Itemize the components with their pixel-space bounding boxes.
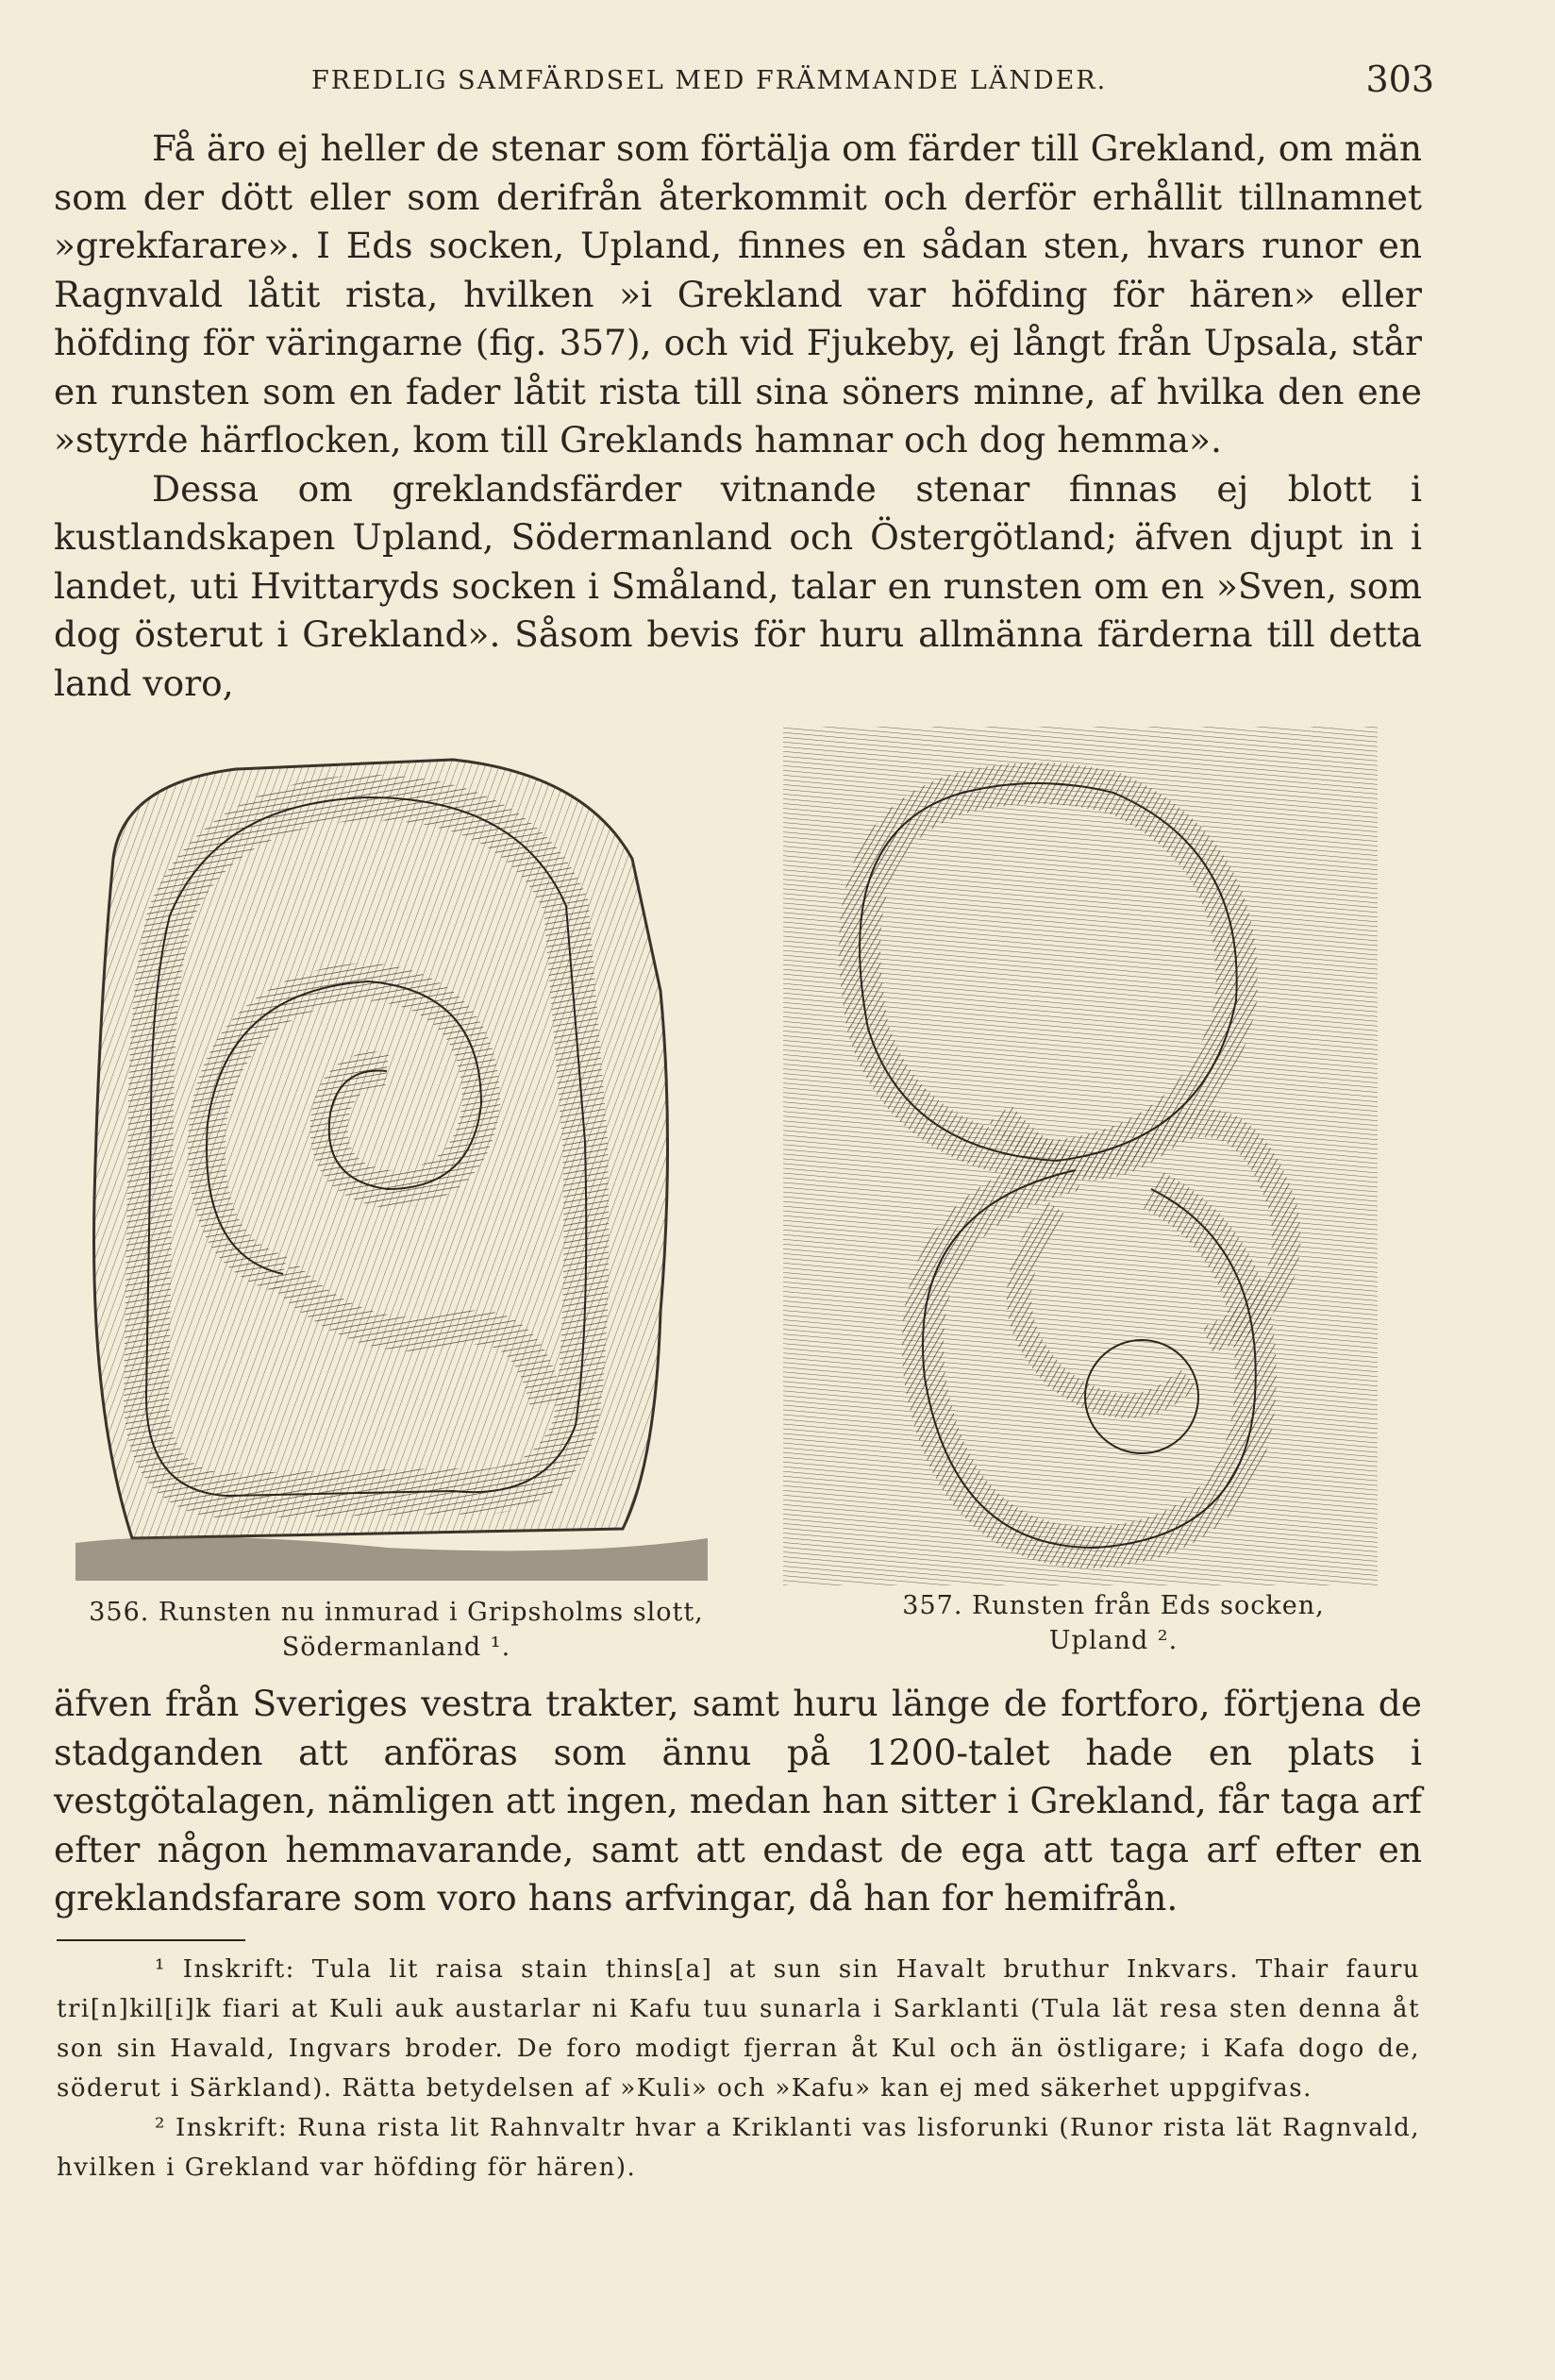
- footnote-1: ¹ Inskrift: Tula lit raisa stain thins[a] at sun sin Havalt bruthur Inkvars. Thair fauru tri[n]kil[i]k fiari at Kuli auk austarlar ni Kafu tuu sunarla i Sarklanti (Tula lät resa sten denna åt son sin Havald, Ingvars broder. De foro modigt fjerran åt Kul och än östligare; i Kafa dogo de, söderut i Särkland). Rätta betydelsen af »Kuli» och »Kafu» kan ej med säkerhet uppgifvas.: [57, 1955, 1420, 2103]
- figure-356-caption: [66, 1595, 727, 1665]
- paragraph: Dessa om greklandsfärder vitnande stenar finnas ej blott i kustlandskapen Upland, Södermanland och Östergötland; äfven djupt in i landet, uti Hvittaryds socken i Småland, talar en runsten om en »Sven, som dog österut i Grekland». Såsom bevis för huru allmänna färderna till detta land voro,: [54, 467, 1422, 704]
- footnote-divider: [57, 1939, 245, 1941]
- runestone-eds-icon: [774, 717, 1387, 1595]
- figure-357-caption: [849, 1588, 1378, 1658]
- body-text-bottom: [54, 1680, 1422, 1923]
- footnotes: [57, 1950, 1420, 2187]
- running-header: [311, 59, 1434, 106]
- paragraph: Få äro ej heller de stenar som förtälja om färder till Grekland, om män som der dött eller som derifrån återkommit och derför erhållit tillnamnet »grekfarare». I Eds socken, Upland, finnes en sådan sten, hvars runor en Ragnvald låtit rista, hvilken »i Grekland var höfding för hären» eller höfding för väringarne (fig. 357), och vid Fjukeby, ej långt från Upsala, står en runsten som en fader låtit rista till sina söners minne, af hvilka den ene »styrde härflocken, kom till Greklands hamnar och dog hemma».: [54, 127, 1422, 461]
- figure-357-runestone: [774, 717, 1387, 1595]
- running-title: FREDLIG SAMFÄRDSEL MED FRÄMMANDE LÄNDER.: [311, 66, 1108, 95]
- footnote-2: ² Inskrift: Runa rista lit Rahnvaltr hvar a Kriklanti vas lisforunki (Runor rista lät Ragnvald, hvilken i Grekland var höfding för hären).: [57, 2114, 1420, 2182]
- caption-line: 356. Runsten nu inmurad i Gripsholms slott,: [89, 1598, 704, 1627]
- caption-line: Södermanland ¹.: [281, 1633, 511, 1662]
- body-text-top: [54, 125, 1422, 708]
- caption-line: 357. Runsten från Eds socken,: [902, 1591, 1325, 1620]
- caption-line: Upland ².: [1048, 1626, 1179, 1655]
- figure-356-runestone: [57, 746, 717, 1581]
- page-number: 303: [1365, 59, 1434, 100]
- runestone-gripsholm-icon: [57, 746, 717, 1581]
- paragraph: äfven från Sveriges vestra trakter, samt huru länge de fortforo, förtjena de stadganden att anföras som ännu på 1200-talet hade en plats i vestgötalagen, nämligen att ingen, medan han sitter i Grekland, får taga arf efter någon hemmavarande, samt att endast de ega att taga arf efter en greklandsfarare som voro hans arfvingar, då han for hemifrån.: [54, 1683, 1422, 1919]
